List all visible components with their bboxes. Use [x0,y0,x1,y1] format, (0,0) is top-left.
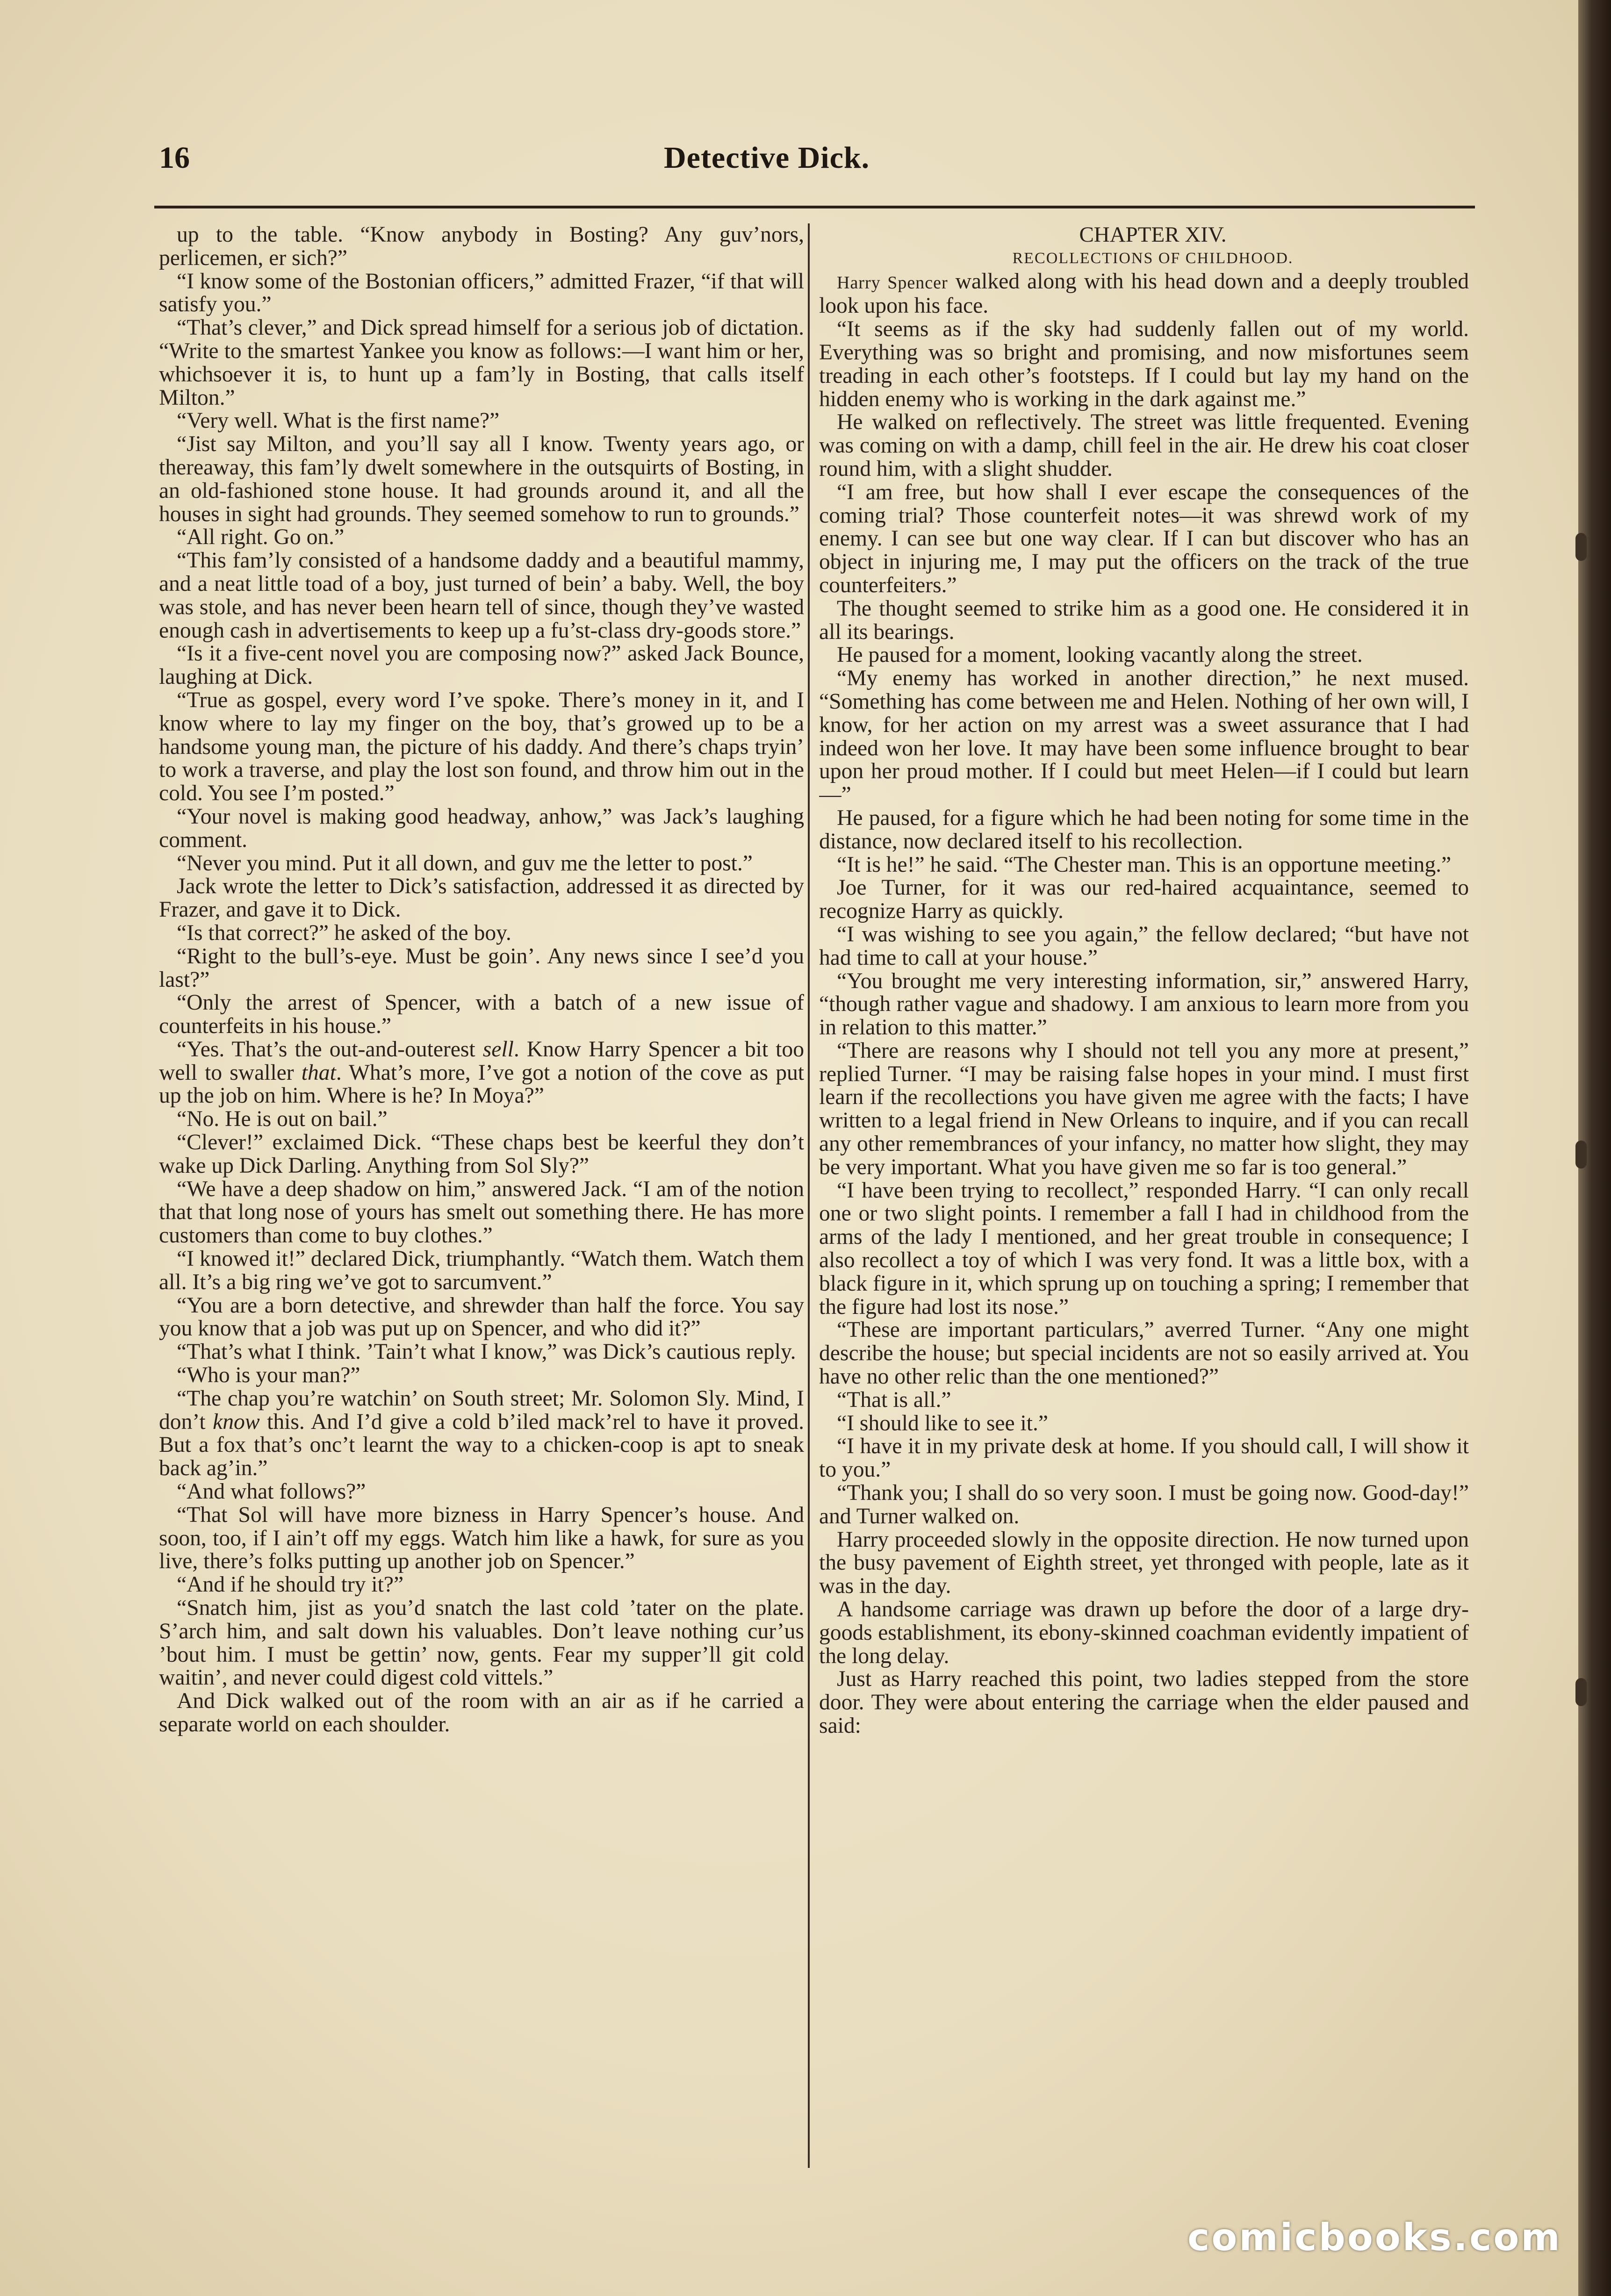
right-column-paragraphs [819,318,1469,1738]
paragraph: “Yes. That’s the out-and-outerest sell. Know Harry Spencer a bit too well to swaller that. What’s more, I’ve got a notion of the cove as put up the job on him. Where is he? In Moya?” [159,1037,804,1108]
paragraph: “I should like to see it.” [837,1411,1049,1435]
paragraph: “That’s clever,” and Dick spread himself for a serious job of dictation. “Write to the smartest Yankee you know as follows:—I want him or her, whichsoever it is, to hunt up a fam’ly in Bosting, that calls itself Milton.” [159,316,804,410]
right-column [819,223,1469,2163]
paragraph: “You brought me very interesting information, sir,” answered Harry, “though rather vague and shadowy. I am anxious to learn more from you in relation to this matter.” [819,969,1469,1040]
paragraph: “Only the arrest of Spencer, with a batch of a new issue of counterfeits in his house.” [159,990,804,1039]
paragraph: “These are important particulars,” averred Turner. “Any one might describe the house; but special incidents are not so easily arrived at. You have no other relic than the one mentioned?” [819,1318,1469,1389]
left-column [159,223,804,2163]
paragraph: And Dick walked out of the room with an air as if he carried a separate world on each shoulder. [159,1689,804,1736]
paragraph: “Clever!” exclaimed Dick. “These chaps best be keerful they don’t wake up Dick Darling. Anything from Sol Sly?” [159,1130,804,1178]
paragraph: “Is it a five-cent novel you are composing now?” asked Jack Bounce, laughing at Dick. [159,641,804,689]
paragraph: The thought seemed to strike him as a good one. He considered it in all its bearings. [819,596,1469,644]
paragraph: “It is he!” he said. “The Chester man. This is an opportune meeting.” [837,852,1452,877]
paragraph: “It seems as if the sky had suddenly fallen out of my world. Everything was so bright and promising, and now misfortunes seem treading in each other’s footsteps. If I could but lay my hand on the hidden enemy who is working in the dark against me.” [819,317,1469,411]
paragraph: “True as gospel, every word I’ve spoke. There’s money in it, and I know where to lay my finger on the boy, that’s growed up to be a handsome young man, the picture of his daddy. And there’s chaps tryin’ to work a traverse, and play the lost son found, and throw him out in the cold. You see I’m posted.” [159,688,804,806]
paragraph: Harry proceeded slowly in the opposite direction. He now turned upon the busy pavement of Eighth street, yet thronged with people, late as it was in the day. [819,1527,1469,1599]
paragraph: “Thank you; I shall do so very soon. I must be going now. Good-day!” and Turner walked on. [819,1481,1469,1528]
paragraph: “That’s what I think. ’Tain’t what I know,” was Dick’s cautious reply. [177,1340,796,1364]
paragraph [819,270,1469,318]
paragraph: “I have been trying to recollect,” responded Harry. “I can only recall one or two slight points. I remember a fall I had in childhood from the arms of the lady I mentioned, and her great trouble in consequence; I also recollect a toy of which I was very fond. It was a little box, with a black figure in it, which sprung up on touching a spring; I remember that the figure had lost its nose.” [819,1178,1469,1319]
paragraph: “Jist say Milton, and you’ll say all I know. Twenty years ago, or thereaway, this fam’ly dwelt somewhere in the outsquirts of Bosting, in an old-fashioned stone house. It had grounds around it, and all the houses in sight had grounds. They seemed somehow to run to grounds.” [159,432,804,526]
paragraph: “There are reasons why I should not tell you any more at present,” replied Turner. “I may be raising false hopes in your mind. I must first learn if the recollections you have given me agree with the facts; I have written to a legal friend in New Orleans to inquire, and if you can recall any other remembrances of your infancy, no matter how slight, they may be very important. What you have given me so far is too general.” [819,1038,1469,1179]
paragraph: “I know some of the Bostonian officers,” admitted Frazer, “if that will satisfy you.” [159,269,804,317]
column-divider [808,223,810,2168]
paragraph: “My enemy has worked in another direction,” he next mused. “Something has come between me and Helen. Nothing of her own will, I know, for her action on my arrest was a sweet assurance that I had indeed won her love. It may have been some influence brought to bear upon her proud mother. If I could but meet Helen—if I could but learn—” [819,666,1469,807]
paragraph: “And what follows?” [177,1479,366,1504]
paragraph: “This fam’ly consisted of a handsome daddy and a beautiful mammy, and a neat little toad of a boy, just turned of bein’ a baby. Well, the boy was stole, and has never been hearn tell of since, though they’ve wasted enough cash in advertisements to keep up a fu’st-class dry-goods store.” [159,548,804,643]
opening-text: walked along with his head down and a deeply troubled look upon his face. [819,269,1469,318]
paragraph: He walked on reflectively. The street was little frequented. Evening was coming on with a damp, chill feel in the air. He drew his coat closer round him, with a slight shudder. [819,410,1469,481]
paragraph: A handsome carriage was drawn up before the door of a large dry-goods establishment, its ebony-skinned coachman evidently impatient of the long delay. [819,1597,1469,1668]
paragraph: Joe Turner, for it was our red-haired acquaintance, seemed to recognize Harry as quickly. [819,875,1469,924]
staple-hole [1575,533,1587,561]
paragraph: “And if he should try it?” [177,1572,404,1597]
paragraph: “You are a born detective, and shrewder than half the force. You say you know that a job was put up on Spencer, and who did it?” [159,1293,804,1341]
paragraph: “The chap you’re watchin’ on South street; Mr. Solomon Sly. Mind, I don’t know this. And I’d give a cold b’iled mack’rel to have it proved. But a fox that’s onc’t learnt the way to a chicken-coop is apt to sneak back ag’in.” [159,1386,804,1481]
page-header [159,140,1477,196]
paragraph: “I am free, but how shall I ever escape the consequences of the coming trial? Those counterfeit notes—it was shrewd work of my enemy. I can see but one way clear. If I can but discover who has an object in injuring me, I may put the officers on the track of the true counterfeiters.” [819,480,1469,597]
paragraph: “I knowed it!” declared Dick, triumphantly. “Watch them. Watch them all. It’s a big ring we’ve got to sarcumvent.” [159,1247,804,1294]
paragraph: Jack wrote the letter to Dick’s satisfaction, addressed it as directed by Frazer, and gave it to Dick. [159,874,804,922]
paragraph: up to the table. “Know anybody in Bosting? Any guv’nors, perlicemen, er sich?” [159,223,804,270]
staple-hole [1575,1678,1587,1706]
paragraph: “I was wishing to see you again,” the fellow declared; “but have not had time to call at your house.” [819,922,1469,970]
paragraph: “Is that correct?” he asked of the boy. [177,920,511,945]
paragraph: “That Sol will have more bizness in Harry Spencer’s house. And soon, too, if I ain’t off my eggs. Watch him like a hawk, for sure as you live, there’s folks putting up another job on Spencer.” [159,1502,804,1574]
paragraph: He paused for a moment, looking vacantly along the street. [837,643,1363,667]
paragraph: “That is all.” [837,1387,951,1412]
paragraph: “Never you mind. Put it all down, and guv me the letter to post.” [177,851,753,875]
running-title: Detective Dick. [664,141,870,175]
watermark: comicbooks.com [1187,2216,1562,2259]
paragraph: “Right to the bull’s-eye. Must be goin’. Any news since I see’d you last?” [159,944,804,992]
paragraph: “Who is your man?” [177,1363,360,1388]
paragraph: Just as Harry reached this point, two ladies stepped from the store door. They were about entering the carriage when the elder paused and said: [819,1667,1469,1738]
paragraph: “We have a deep shadow on him,” answered Jack. “I am of the notion that that long nose of yours has smelt out something there. He has more customers than come to buy clothes.” [159,1177,804,1248]
opening-small-caps: Harry Spencer [837,273,948,293]
paragraph: “Very well. What is the first name?” [177,409,500,433]
staple-hole [1575,1141,1587,1169]
page-number: 16 [159,141,190,175]
paragraph: “Snatch him, jist as you’d snatch the last cold ’tater on the plate. S’arch him, and salt down his valuables. Don’t leave nothing cur’us ’bout him. I must be gettin’ now, gents. Fear my supper’ll git cold waitin’, and never could digest cold vittels.” [159,1596,804,1690]
paragraph: “I have it in my private desk at home. If you should call, I will show it to you.” [819,1434,1469,1482]
header-rule [154,206,1475,208]
chapter-title: CHAPTER XIV. [1079,223,1227,247]
paragraph: “No. He is out on bail.” [177,1107,388,1132]
paragraph: He paused, for a figure which he had been noting for some time in the distance, now declared itself to his recollection. [819,805,1469,854]
paragraph: “Your novel is making good headway, anhow,” was Jack’s laughing comment. [159,804,804,852]
chapter-subtitle: RECOLLECTIONS OF CHILDHOOD. [1012,249,1294,267]
paragraph: “All right. Go on.” [177,525,345,550]
